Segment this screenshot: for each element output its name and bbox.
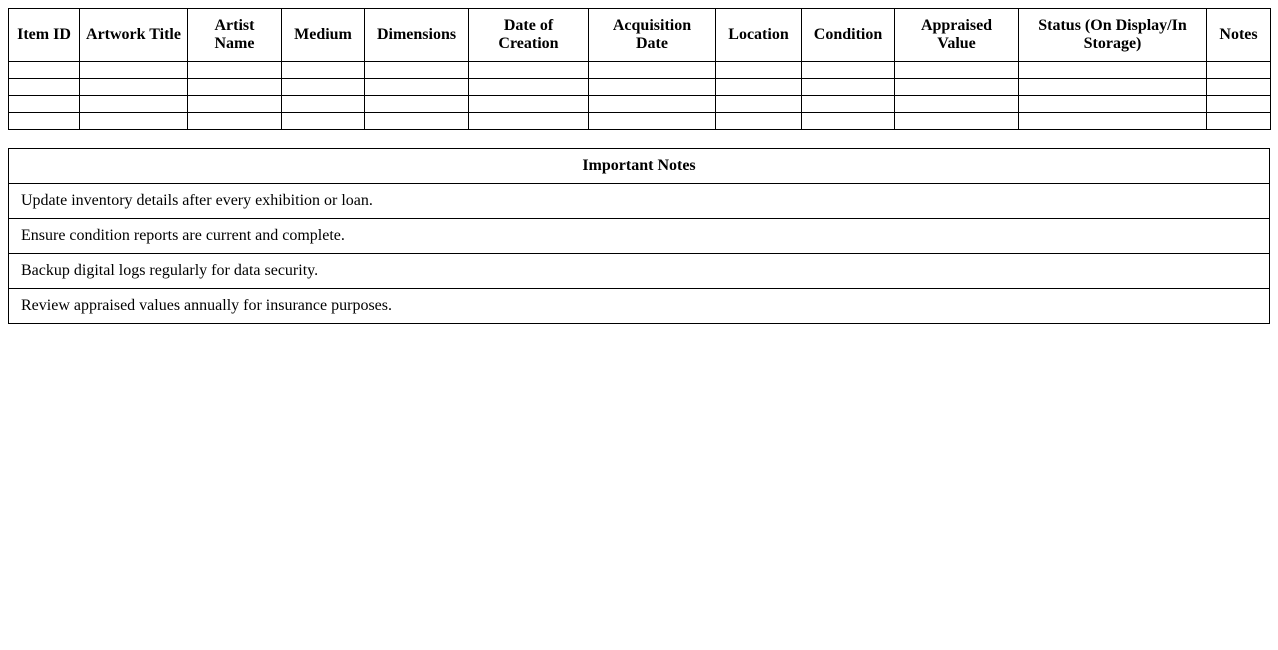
table-cell[interactable] — [1207, 113, 1271, 130]
table-cell[interactable] — [282, 113, 365, 130]
table-cell[interactable] — [1019, 96, 1207, 113]
note-item: Update inventory details after every exhibition or loan. — [9, 184, 1270, 219]
column-header-acquisition-date: Acquisition Date — [589, 9, 716, 62]
table-row — [9, 79, 1271, 96]
table-cell[interactable] — [365, 62, 469, 79]
column-header-dimensions: Dimensions — [365, 9, 469, 62]
table-cell[interactable] — [716, 96, 802, 113]
table-cell[interactable] — [716, 62, 802, 79]
table-cell[interactable] — [365, 96, 469, 113]
table-cell[interactable] — [802, 62, 895, 79]
table-cell[interactable] — [282, 62, 365, 79]
table-cell[interactable] — [1019, 113, 1207, 130]
column-header-location: Location — [716, 9, 802, 62]
table-cell[interactable] — [589, 96, 716, 113]
table-cell[interactable] — [802, 96, 895, 113]
table-cell[interactable] — [282, 96, 365, 113]
table-row — [9, 113, 1271, 130]
column-header-appraised-value: Appraised Value — [895, 9, 1019, 62]
note-row — [9, 184, 1270, 219]
column-header-item-id: Item ID — [9, 9, 80, 62]
table-cell[interactable] — [80, 79, 188, 96]
note-row — [9, 289, 1270, 324]
inventory-body — [9, 62, 1271, 130]
note-item: Ensure condition reports are current and complete. — [9, 219, 1270, 254]
table-row — [9, 96, 1271, 113]
table-cell[interactable] — [895, 96, 1019, 113]
table-cell[interactable] — [716, 79, 802, 96]
table-cell[interactable] — [469, 79, 589, 96]
note-row — [9, 254, 1270, 289]
table-cell[interactable] — [365, 79, 469, 96]
notes-title: Important Notes — [9, 149, 1270, 184]
table-cell[interactable] — [1019, 62, 1207, 79]
table-cell[interactable] — [589, 62, 716, 79]
notes-header-row — [9, 149, 1270, 184]
table-cell[interactable] — [9, 62, 80, 79]
table-row — [9, 62, 1271, 79]
important-notes-table — [8, 148, 1270, 324]
table-cell[interactable] — [188, 113, 282, 130]
column-header-notes: Notes — [1207, 9, 1271, 62]
column-header-date-of-creation: Date of Creation — [469, 9, 589, 62]
table-cell[interactable] — [589, 79, 716, 96]
table-cell[interactable] — [1207, 96, 1271, 113]
table-cell[interactable] — [365, 113, 469, 130]
note-item: Review appraised values annually for insurance purposes. — [9, 289, 1270, 324]
inventory-header-row — [9, 9, 1271, 62]
table-cell[interactable] — [802, 113, 895, 130]
note-item: Backup digital logs regularly for data security. — [9, 254, 1270, 289]
table-cell[interactable] — [1207, 79, 1271, 96]
table-cell[interactable] — [716, 113, 802, 130]
table-cell[interactable] — [469, 96, 589, 113]
column-header-condition: Condition — [802, 9, 895, 62]
table-cell[interactable] — [469, 62, 589, 79]
table-cell[interactable] — [802, 79, 895, 96]
table-cell[interactable] — [188, 79, 282, 96]
table-cell[interactable] — [895, 79, 1019, 96]
table-cell[interactable] — [80, 113, 188, 130]
table-cell[interactable] — [9, 96, 80, 113]
note-row — [9, 219, 1270, 254]
table-cell[interactable] — [188, 62, 282, 79]
column-header-status: Status (On Display/In Storage) — [1019, 9, 1207, 62]
table-cell[interactable] — [1207, 62, 1271, 79]
column-header-artist-name: Artist Name — [188, 9, 282, 62]
table-cell[interactable] — [9, 113, 80, 130]
table-cell[interactable] — [895, 62, 1019, 79]
table-cell[interactable] — [282, 79, 365, 96]
table-cell[interactable] — [80, 96, 188, 113]
table-cell[interactable] — [1019, 79, 1207, 96]
table-cell[interactable] — [589, 113, 716, 130]
table-cell[interactable] — [469, 113, 589, 130]
column-header-artwork-title: Artwork Title — [80, 9, 188, 62]
table-cell[interactable] — [80, 62, 188, 79]
table-cell[interactable] — [188, 96, 282, 113]
column-header-medium: Medium — [282, 9, 365, 62]
table-cell[interactable] — [9, 79, 80, 96]
inventory-table — [8, 8, 1271, 130]
table-cell[interactable] — [895, 113, 1019, 130]
